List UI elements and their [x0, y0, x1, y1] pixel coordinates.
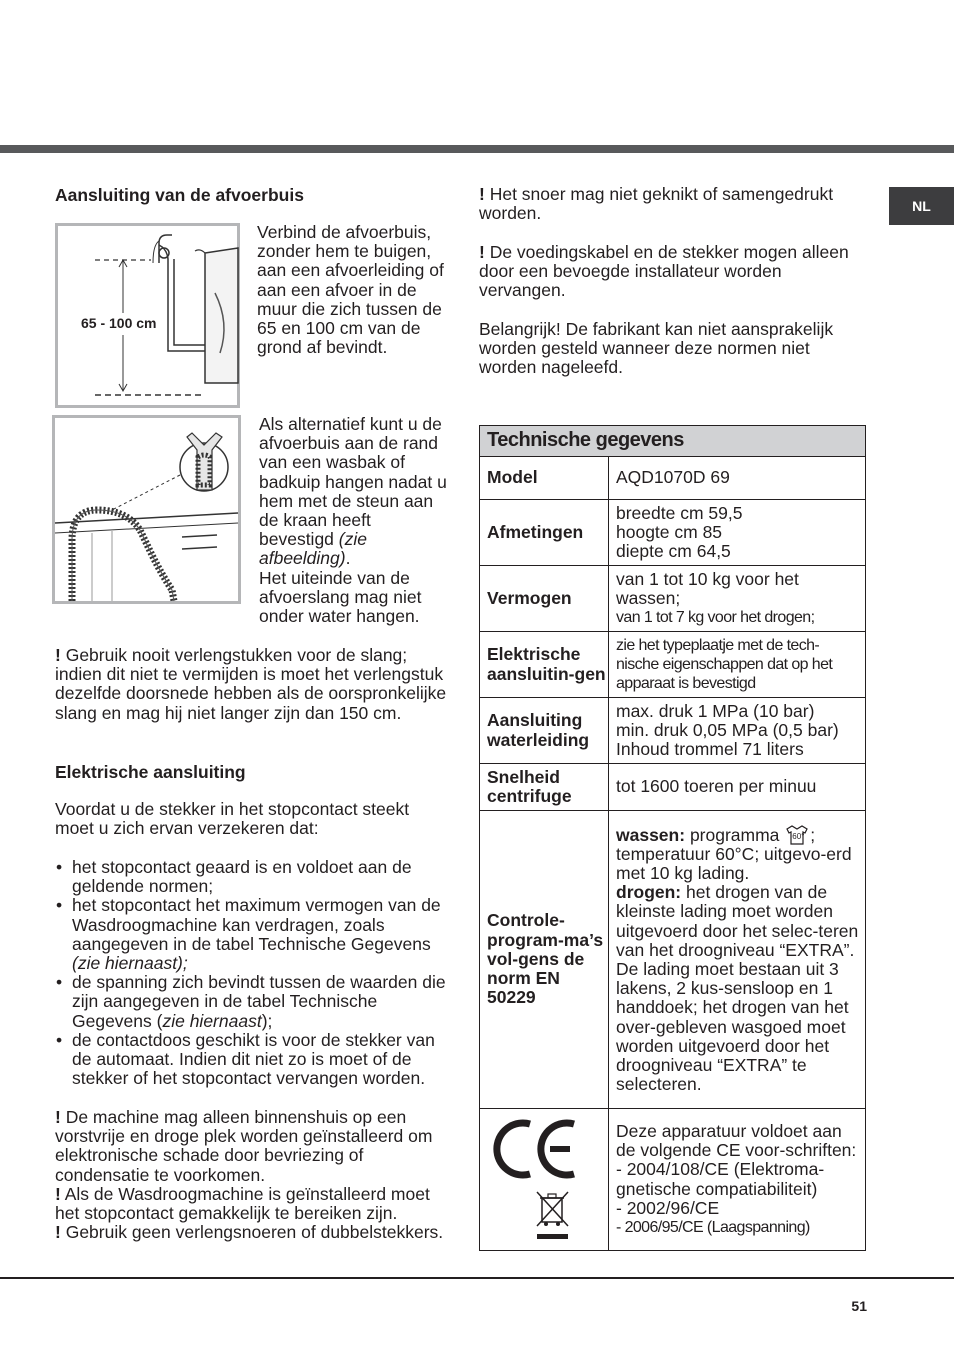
dry-label: drogen:	[616, 882, 682, 903]
page-number: 51	[851, 1298, 867, 1314]
bottom-rule	[0, 1277, 954, 1279]
wash-label: wassen:	[616, 824, 686, 845]
technical-data-table	[479, 425, 866, 1251]
electrical-warnings	[55, 1108, 447, 1242]
row-label: Vermogen	[480, 566, 609, 632]
table-row	[480, 764, 866, 811]
electrical-heading: Elektrische aansluiting	[55, 762, 246, 782]
row-label: Afmetingen	[480, 500, 609, 566]
row-label: Snelheid centrifuge	[480, 764, 609, 811]
drain-height-figure	[55, 223, 240, 408]
electrical-intro: Voordat u de stekker in het stopcontact steekt moet u zich ervan verzekeren dat:	[55, 799, 410, 839]
wash-text: ; temperatuur 60°C; uitgevo-erd met 10 kg lading.	[616, 824, 852, 883]
warning-extension-cords: ! Gebruik geen verlengsnoeren of dubbelstekkers.	[55, 1222, 444, 1243]
warning-extension-cords-text: Gebruik geen verlengsnoeren of dubbelstekkers.	[65, 1222, 444, 1243]
table-row	[480, 811, 866, 1109]
table-row	[480, 632, 866, 698]
row-value	[609, 698, 866, 764]
table-row	[480, 1109, 866, 1251]
warning-extension-text: Gebruik nooit verlengstukken voor de slang; indien dit niet te vermijden is moet het verlengstuk dezelfde doorsnede hebben als de oorspronkelijke slang en mag hij niet langer zijn dan 150 cm.	[55, 645, 447, 723]
value-line: - 2004/108/CE (Elektroma-gnetische compatiabiliteit)	[616, 1159, 825, 1199]
row-label: Model	[480, 457, 609, 500]
table-row	[480, 500, 866, 566]
value-line: breedte cm 59,5	[616, 502, 743, 523]
row-value	[609, 500, 866, 566]
list-item	[55, 1031, 447, 1089]
program-icon-text: 60°	[792, 831, 805, 841]
top-rule	[0, 145, 954, 153]
warning-supply-text: De voedingskabel en de stekker mogen alleen door een bevoegde installateur worden vervangen.	[479, 242, 849, 301]
row-label: Aansluiting waterleiding	[480, 698, 609, 764]
list-item-text: );	[261, 1010, 273, 1031]
table-row	[480, 457, 866, 500]
list-item	[55, 858, 447, 896]
warning-supply: ! De voedingskabel en de stekker mogen alleen door een bevoegde installateur worden vervangen.	[479, 242, 849, 301]
dry-text: het drogen van de kleinste lading moet worden uitgevoerd door het selec-teren van het droogniveau “EXTRA”. De lading moet bestaan uit 3 lakens, 2 kus-sensloop en 1 handdoek; het drogen van het over-gebleven wasgoed moet worden uitgevoerd door het droogniveau “EXTRA” te selecteren.	[616, 882, 859, 1095]
table-row	[480, 698, 866, 764]
row-value	[609, 811, 866, 1109]
value-line: hoogte cm 85	[616, 521, 723, 542]
value-line: van 1 tot 10 kg voor het wassen;	[616, 568, 799, 608]
value-line: max. druk 1 MPa (10 bar)	[616, 700, 815, 721]
sink-instruction-italic: (zie afbeelding)	[259, 529, 367, 569]
table-title: Technische gegevens	[480, 426, 866, 457]
list-item-text: de contactdoos geschikt is voor de stekker van de automaat. Indien dit niet zo is moet of de stekker of het stopcontact vervangen worden.	[72, 1029, 435, 1089]
list-item-text: het stopcontact geaard is en voldoet aan de geldende normen;	[72, 857, 412, 897]
weee-bin-icon	[537, 1192, 568, 1239]
warning-cable-text: Het snoer mag niet geknikt of samengedrukt worden.	[479, 184, 834, 224]
height-label: 65 - 100 cm	[81, 315, 157, 331]
row-value: zie het typeplaatje met de tech-nische eigenschappen dat op het apparaat is bevestigd	[609, 632, 866, 698]
sink-instruction-b: Het uiteinde van de afvoerslang mag niet onder water hangen.	[259, 567, 422, 627]
row-label: Controle-program-ma’s vol-gens de norm EN 50229	[480, 811, 609, 1109]
value-line: - 2006/95/CE (Laagspanning)	[616, 1218, 810, 1236]
list-item-italic: (zie hiernaast);	[72, 953, 188, 974]
warning-plug-access: ! Als de Wasdroogmachine is geïnstalleerd moet het stopcontact gemakkelijk te bereiken zijn.	[55, 1183, 430, 1224]
language-tab: NL	[889, 187, 954, 225]
sink-instruction-a: Als alternatief kunt u de afvoerbuis aan de rand van een wasbak of badkuip hangen nadat u hem met de steun aan de kraan heeft bevestigd	[259, 414, 447, 550]
table-row	[480, 566, 866, 632]
warning-mark: !	[55, 645, 61, 665]
value-line: diepte cm 64,5	[616, 541, 731, 562]
row-value: tot 1600 toeren per minuu	[609, 764, 866, 811]
warning-extension	[55, 646, 447, 723]
row-value	[609, 566, 866, 632]
ce-mark-icon	[484, 1112, 605, 1242]
warning-plug-text: Als de Wasdroogmachine is geïnstalleerd moet het stopcontact gemakkelijk te bereiken zijn.	[55, 1183, 430, 1224]
value-line: min. druk 0,05 MPa (0,5 bar)	[616, 719, 839, 740]
list-item	[55, 896, 447, 973]
program-icon	[784, 825, 810, 845]
drain-hose-sink-figure	[52, 415, 241, 604]
warning-indoor: ! De machine mag alleen binnenshuis op een vorstvrije en droge plek worden geïnstalleerd om elektronische schade door bevriezing of condensatie te voorkomen.	[55, 1107, 433, 1185]
warning-cable: ! Het snoer mag niet geknikt of samengedrukt worden.	[479, 184, 834, 224]
list-item	[55, 973, 447, 1031]
value-line: Inhoud trommel 71 liters	[616, 739, 804, 760]
warning-indoor-text: De machine mag alleen binnenshuis op een vorstvrije en droge plek worden geïnstalleerd om elektronische schade door bevriezing of condensatie te voorkomen.	[55, 1107, 433, 1185]
wash-text: programma	[689, 824, 780, 845]
sink-instruction: Als alternatief kunt u de afvoerbuis aan de rand van een wasbak of badkuip hangen nadat u hem met de steun aan de kraan heeft bevestigd (zie afbeelding). Het uiteinde van de afvoerslang mag niet onder water hangen.	[259, 414, 447, 627]
row-label: Elektrische aansluitin-gen	[480, 632, 609, 698]
value-line: van 1 tot 7 kg voor het drogen;	[616, 609, 815, 627]
value-line: Deze apparatuur voldoet aan de volgende CE voor-schriften:	[616, 1120, 857, 1161]
list-item-text: de spanning zich bevindt tussen de waarden die zijn aangegeven in de tabel Technische Gegevens (	[72, 972, 446, 1031]
list-item-italic: zie hiernaast	[162, 1010, 262, 1031]
important-note: Belangrijk! De fabrikant kan niet aansprakelijk worden gesteld wanneer deze normen niet worden nageleefd.	[479, 319, 834, 378]
drain-instruction: Verbind de afvoerbuis, zonder hem te buigen, aan een afvoerleiding of aan een afvoer in de muur die zich tussen de 65 en 100 cm van de grond af bevindt.	[257, 222, 444, 358]
electrical-checklist	[55, 858, 447, 1088]
ce-compliance	[609, 1109, 866, 1251]
drain-heading: Aansluiting van de afvoerbuis	[55, 185, 304, 205]
row-value: AQD1070D 69	[609, 457, 866, 500]
value-line: - 2002/96/CE	[616, 1197, 720, 1218]
ce-cell	[480, 1109, 609, 1251]
list-item-text: het stopcontact het maximum vermogen van de Wasdroogmachine kan verdragen, zoals aangegeven in de tabel Technische Gegevens	[72, 895, 441, 954]
